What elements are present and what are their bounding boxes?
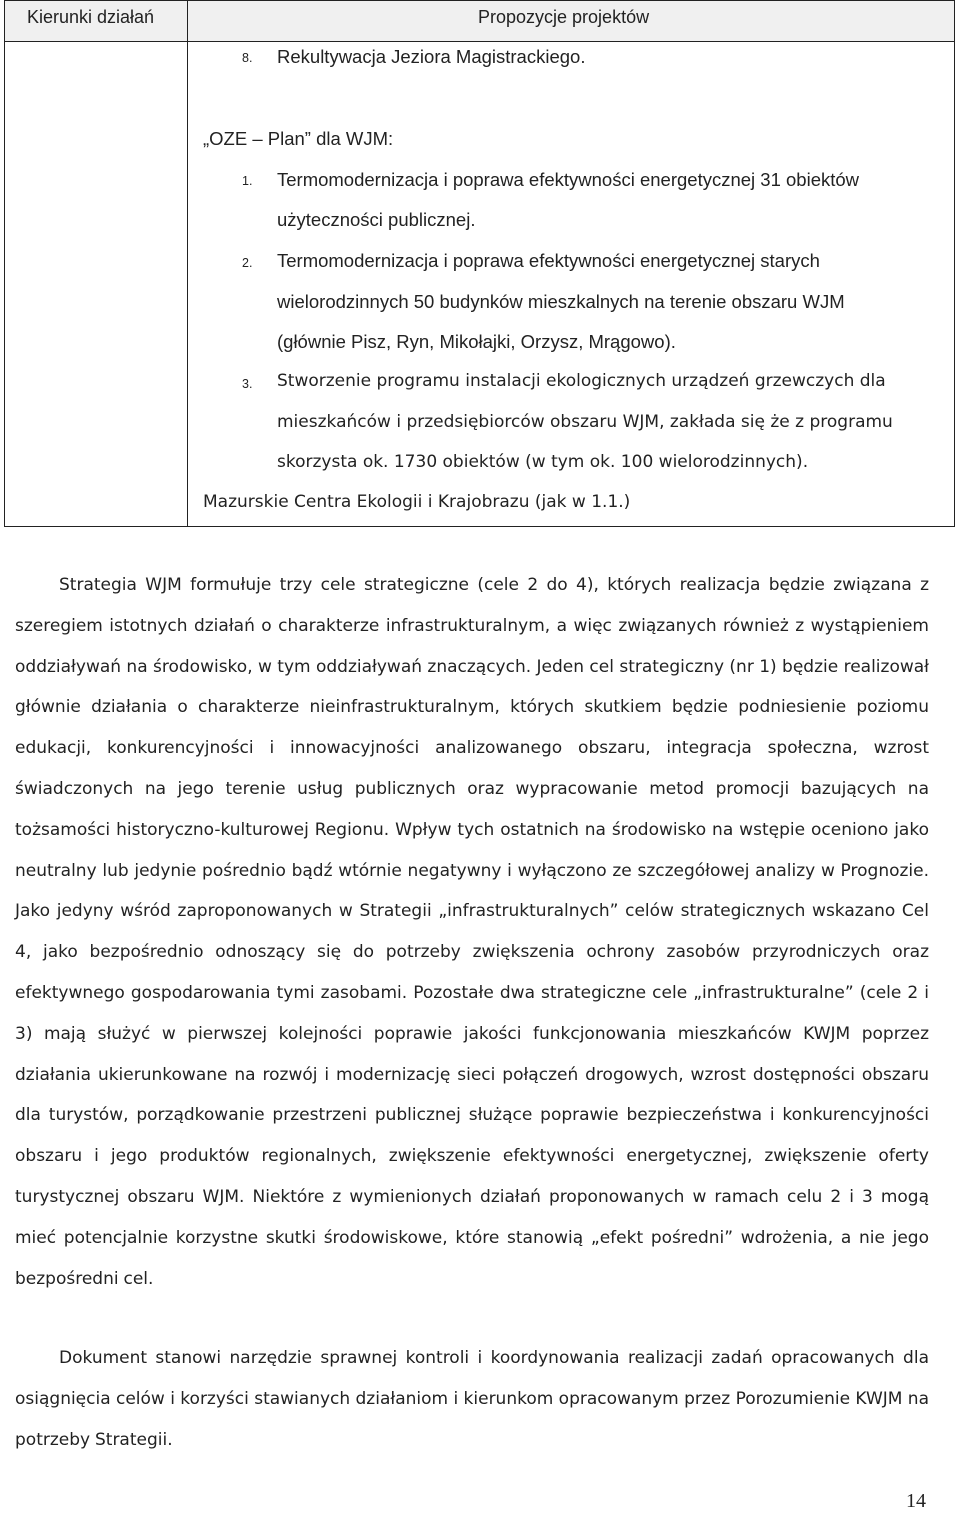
project-group-title: „OZE – Plan” dla WJM: bbox=[203, 128, 394, 149]
page-number: 14 bbox=[906, 1490, 926, 1512]
project-line: wielorodzinnych 50 budynków mieszkalnych na terenie obszaru WJM bbox=[277, 291, 845, 312]
item-number-3: 3. bbox=[242, 377, 253, 391]
project-line: Rekultywacja Jeziora Magistrackiego. bbox=[277, 46, 586, 67]
header-project-proposals: Propozycje projektów bbox=[478, 7, 650, 27]
item-number-8: 8. bbox=[242, 51, 253, 65]
header-directions: Kierunki działań bbox=[27, 7, 155, 27]
project-line: skorzysta ok. 1730 obiektów (w tym ok. 100 wielorodzinnych). bbox=[277, 452, 809, 472]
projects-table bbox=[4, 0, 955, 527]
project-line: użyteczności publicznej. bbox=[277, 209, 476, 230]
project-line: Stworzenie programu instalacji ekologicznych urządzeń grzewczych dla bbox=[277, 371, 886, 391]
item-number-2: 2. bbox=[242, 256, 253, 270]
column-divider bbox=[187, 41, 188, 526]
project-line: mieszkańców i przedsiębiorców obszaru WJM, zakłada się że z programu bbox=[277, 412, 893, 432]
body-paragraph: Dokument stanowi narzędzie sprawnej kontroli i koordynowania realizacji zadań opracowanych dla osiągnięcia celów i korzyści stawianych działaniom i kierunkom opracowanym przez Porozumienie KWJM na potrzeby Strategii. bbox=[15, 1348, 929, 1450]
body-paragraph: Strategia WJM formułuje trzy cele strategiczne (cele 2 do 4), których realizacja będzie związana z szeregiem istotnych działań o charakterze infrastrukturalnym, a więc związanych również z wystąpieniem oddziaływań na środowisko, w tym oddziaływań znaczących. Jeden cel strategiczny (nr 1) będzie realizował głównie działania o charakterze nieinfrastrukturalnym, których skutkiem będzie podniesienie poziomu edukacji, konkurencyjności i innowacyjności analizowanego obszaru, integracja społeczna, wzrost świadczonych na jego terenie usług publicznych oraz wypracowanie metod promocji bazujących na tożsamości historyczno-kulturowej Regionu. Wpływ tych ostatnich na środowisko na wstępie oceniono jako neutralny lub jedynie pośrednio bądź wtórnie negatywny i wyłączono ze szczegółowej analizy w Prognozie. Jako jedyny wśród zaproponowanych w Strategii „infrastrukturalnych” celów strategicznych wskazano Cel 4, jako bezpośrednio odnoszący się do potrzeby zwiększenia ochrony zasobów przyrodniczych oraz efektywnego gospodarowania tymi zasobami. Pozostałe dwa strategiczne cele „infrastrukturalne” (cele 2 i 3) mają służyć w pierwszej kolejności poprawie jakości funkcjonowania mieszkańców KWJM poprzez działania ukierunkowane na rozwój i modernizację sieci połączeń drogowych, wzrost dostępności obszaru dla turystów, porządkowanie przestrzeni publicznej służące poprawie bezpieczeństwa i konkurencyjności obszaru i jego produktów regionalnych, zwiększenie efektywności energetycznej, zwiększenie oferty turystycznej obszaru WJM. Niektóre z wymienionych działań proponowanych w ramach celu 2 i 3 mogą mieć potencjalnie korzystne skutki środowiskowe, które stanowią „efekt pośredni” wdrożenia, a nie jego bezpośredni cel. bbox=[15, 575, 929, 1289]
header-column-divider bbox=[187, 1, 188, 41]
project-line: Termomodernizacja i poprawa efektywności energetycznej starych bbox=[277, 250, 820, 271]
item-number-1: 1. bbox=[242, 174, 253, 188]
table-header-row bbox=[5, 1, 954, 42]
project-line: Mazurskie Centra Ekologii i Krajobrazu (jak w 1.1.) bbox=[203, 492, 631, 512]
project-line: Termomodernizacja i poprawa efektywności energetycznej 31 obiektów bbox=[277, 169, 860, 190]
project-line: (głównie Pisz, Ryn, Mikołajki, Orzysz, Mrągowo). bbox=[277, 331, 676, 352]
